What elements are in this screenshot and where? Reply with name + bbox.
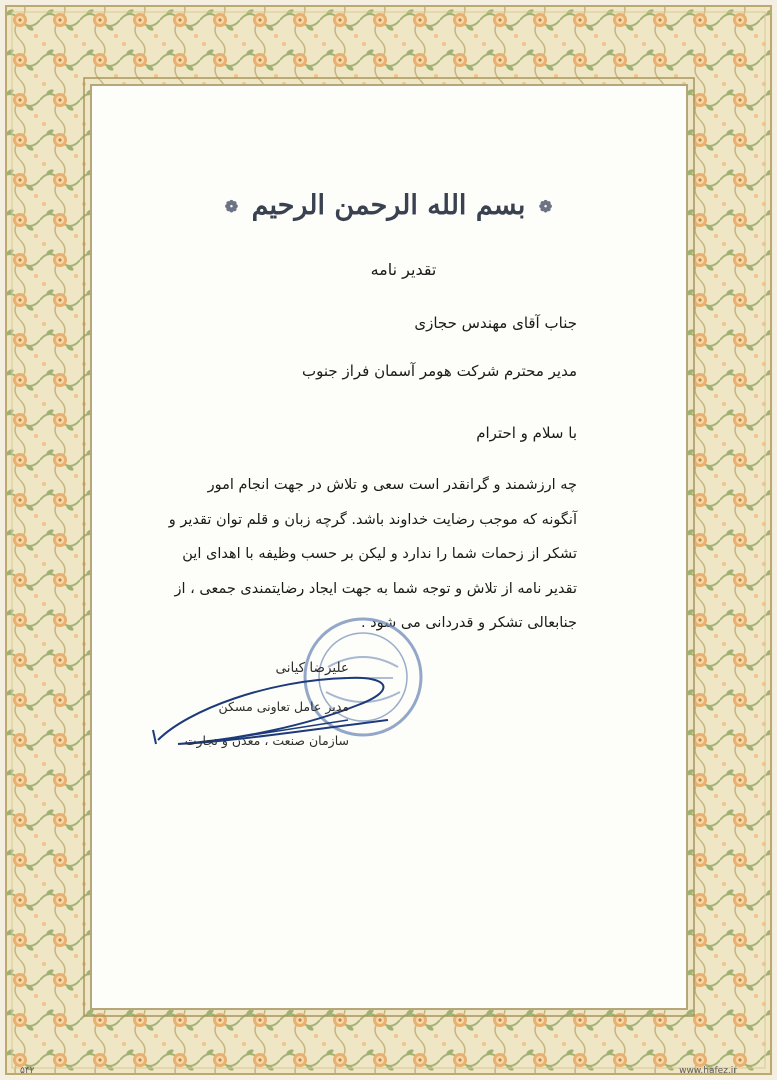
greeting: با سلام و احترام [476, 424, 577, 442]
basmala-text: بسم الله الرحمن الرحیم [251, 190, 526, 221]
body-line: تشکر از زحمات شما را ندارد و لیکن بر حسب وظیفه با اهدای این [182, 546, 577, 562]
signatory-organization: سازمان صنعت ، معدن و تجارت [184, 733, 349, 748]
signatory-position: مدیر عامل تعاونی مسکن [218, 699, 349, 714]
signatory-name: علیرضا کیانی [275, 660, 349, 676]
body-line: تقدیر نامه از تلاش و توجه شما به جهت ایجاد رضایتمندی جمعی ، از [174, 580, 577, 597]
recipient-name: جناب آقای مهندس حجازی [414, 314, 577, 332]
recipient-position: مدیر محترم شرکت هومر آسمان فراز جنوب [302, 362, 577, 380]
footer-website: www.hafez.ir [679, 1066, 737, 1076]
body-line: جنابعالی تشکر و قدردانی می شود . [360, 615, 577, 631]
certificate-title: تقدیر نامه [370, 260, 437, 279]
body-line: چه ارزشمند و گرانقدر است سعی و تلاش در جهت انجام امور [207, 477, 577, 493]
ornament-right-icon: ❁ [538, 197, 553, 216]
ornament-left-icon: ❁ [224, 197, 239, 216]
footer-number: ۵۴۲ [20, 1066, 35, 1076]
body-line: آنگونه که موجب رضایت خداوند باشد. گرچه زبان و قلم توان تقدیر و [168, 511, 577, 528]
basmala-heading [0, 190, 777, 221]
